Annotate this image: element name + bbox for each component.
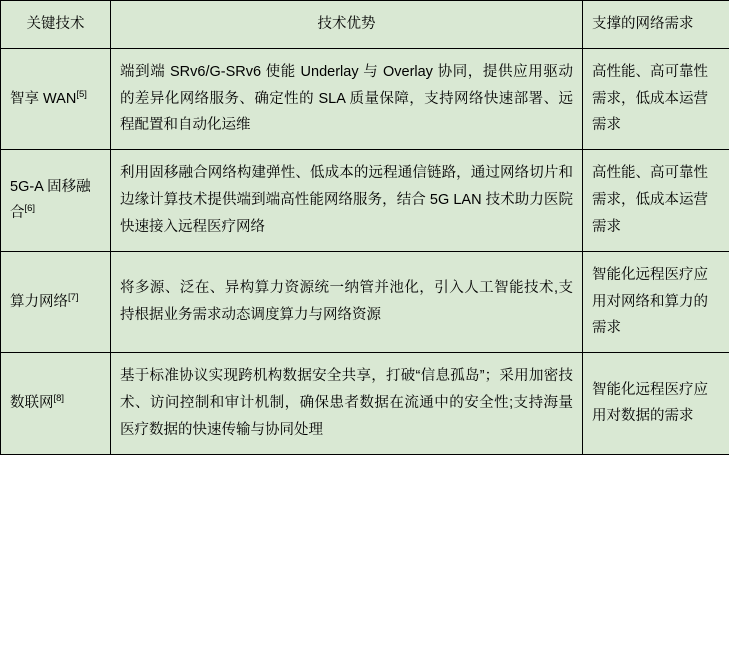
table-row [1, 251, 729, 352]
key-tech-reference: [6] [24, 203, 36, 215]
cell-advantage: 利用固移融合网络构建弹性、低成本的远程通信链路，通过网络切片和边缘计算技术提供端到端高性能网络服务，结合 5G LAN 技术助力医院快速接入远程医疗网络 [111, 150, 583, 251]
key-tech-reference: [5] [76, 88, 87, 100]
key-tech-reference: [8] [53, 393, 65, 405]
cell-key-tech [1, 150, 111, 251]
cell-key-tech [1, 251, 111, 352]
key-tech-name: 5G-A 固移融合 [10, 178, 91, 222]
table-header-row [1, 1, 729, 49]
cell-advantage: 基于标准协议实现跨机构数据安全共享，打破“信息孤岛”；采用加密技术、访问控制和审计机制，确保患者数据在流通中的安全性;支持海量医疗数据的快速传输与协同处理 [111, 353, 583, 454]
cell-need: 高性能、高可靠性需求，低成本运营需求 [583, 150, 729, 251]
cell-need: 智能化远程医疗应用对网络和算力的需求 [583, 251, 729, 352]
cell-key-tech [1, 48, 111, 149]
cell-advantage: 将多源、泛在、异构算力资源统一纳管并池化，引入人工智能技术,支持根据业务需求动态调度算力与网络资源 [111, 251, 583, 352]
table-row [1, 150, 729, 251]
key-tech-name: 算力网络 [10, 293, 68, 310]
cell-key-tech [1, 353, 111, 454]
cell-need: 高性能、高可靠性需求，低成本运营需求 [583, 48, 729, 149]
key-tech-name: 数联网 [10, 394, 54, 411]
header-key-tech: 关键技术 [1, 1, 111, 49]
table-row [1, 353, 729, 454]
header-need: 支撑的网络需求 [583, 1, 729, 49]
header-advantage: 技术优势 [111, 1, 583, 49]
cell-advantage: 端到端 SRv6/G-SRv6 使能 Underlay 与 Overlay 协同，提供应用驱动的差异化网络服务、确定性的 SLA 质量保障，支持网络快速部署、远程配置和自动化运维 [111, 48, 583, 149]
table-row [1, 48, 729, 149]
key-tech-reference: [7] [68, 291, 79, 303]
key-tech-name: 智享 WAN [10, 90, 77, 107]
cell-need: 智能化远程医疗应用对数据的需求 [583, 353, 729, 454]
